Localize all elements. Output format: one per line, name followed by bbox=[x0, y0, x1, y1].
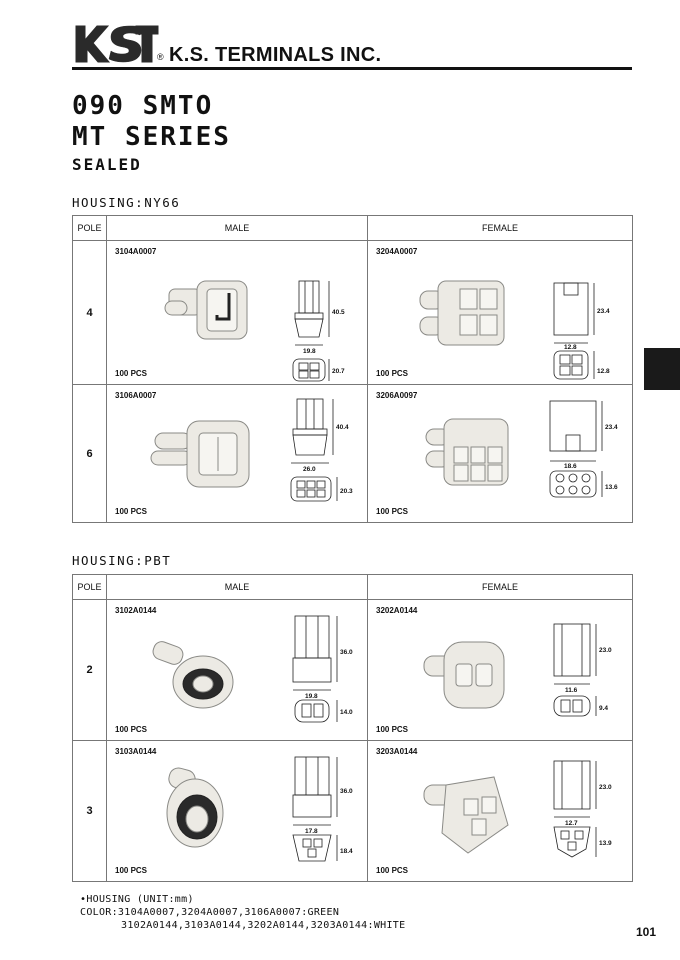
kst-logo bbox=[72, 22, 160, 66]
connector-drawing bbox=[368, 741, 633, 882]
package-qty: 100 PCS bbox=[115, 369, 148, 378]
connector-drawing bbox=[368, 600, 633, 741]
part-code: 3103A0144 bbox=[115, 747, 157, 756]
registered-mark: ® bbox=[157, 52, 164, 62]
page-title-line2: MT SERIES bbox=[72, 122, 231, 152]
svg-text:19.8: 19.8 bbox=[303, 348, 316, 355]
table-row bbox=[73, 241, 633, 385]
package-qty: 100 PCS bbox=[376, 725, 409, 734]
connector-photo bbox=[167, 766, 223, 847]
page-subtitle: SEALED bbox=[72, 155, 142, 174]
header-male: MALE bbox=[107, 216, 368, 241]
table-row bbox=[73, 741, 633, 882]
connector-drawing bbox=[107, 600, 368, 741]
part-code: 3104A0007 bbox=[115, 247, 157, 256]
package-qty: 100 PCS bbox=[115, 507, 148, 516]
svg-text:12.7: 12.7 bbox=[565, 820, 578, 827]
svg-text:23.4: 23.4 bbox=[597, 308, 610, 315]
svg-text:40.5: 40.5 bbox=[332, 309, 345, 316]
package-qty: 100 PCS bbox=[115, 866, 148, 875]
section-tab-marker bbox=[644, 348, 680, 390]
svg-text:9.4: 9.4 bbox=[599, 705, 609, 712]
table-header-row bbox=[73, 216, 633, 241]
part-code: 3106A0007 bbox=[115, 391, 157, 400]
connector-drawing bbox=[107, 741, 368, 882]
part-code: 3204A0007 bbox=[376, 247, 418, 256]
housing-table-pbt bbox=[72, 574, 633, 882]
page-title-line1: 090 SMTO bbox=[72, 91, 214, 121]
svg-text:23.0: 23.0 bbox=[599, 647, 612, 654]
table-header-row bbox=[73, 575, 633, 600]
header-pole: POLE bbox=[73, 575, 107, 600]
svg-text:19.8: 19.8 bbox=[305, 693, 318, 700]
svg-text:36.0: 36.0 bbox=[340, 788, 353, 795]
male-cell bbox=[107, 741, 368, 882]
connector-drawing bbox=[368, 385, 633, 523]
package-qty: 100 PCS bbox=[376, 369, 409, 378]
male-cell bbox=[107, 385, 368, 523]
header-female: FEMALE bbox=[368, 575, 633, 600]
header-male: MALE bbox=[107, 575, 368, 600]
male-cell bbox=[107, 241, 368, 385]
note-color: COLOR:3104A0007,3204A0007,3106A0007:GREEN bbox=[80, 907, 340, 918]
female-cell bbox=[368, 741, 633, 882]
connector-drawing bbox=[368, 241, 633, 385]
svg-text:23.4: 23.4 bbox=[605, 424, 618, 431]
connector-photo bbox=[165, 281, 247, 339]
part-code: 3206A0097 bbox=[376, 391, 418, 400]
section-label-ny66: HOUSING:NY66 bbox=[72, 195, 181, 210]
svg-text:13.6: 13.6 bbox=[605, 484, 618, 491]
svg-text:40.4: 40.4 bbox=[336, 424, 349, 431]
table-row bbox=[73, 600, 633, 741]
footnotes bbox=[80, 893, 405, 932]
svg-text:13.9: 13.9 bbox=[599, 840, 612, 847]
female-cell bbox=[368, 600, 633, 741]
note-unit: •HOUSING (UNIT:mm) bbox=[80, 894, 194, 905]
package-qty: 100 PCS bbox=[115, 725, 148, 734]
svg-text:17.8: 17.8 bbox=[305, 828, 318, 835]
connector-photo bbox=[151, 421, 249, 487]
pole-value: 2 bbox=[73, 600, 107, 741]
connector-drawing bbox=[107, 241, 368, 385]
svg-text:11.6: 11.6 bbox=[565, 687, 578, 694]
pole-value: 3 bbox=[73, 741, 107, 882]
svg-text:12.8: 12.8 bbox=[564, 344, 577, 351]
connector-photo bbox=[424, 777, 508, 853]
pole-value: 6 bbox=[73, 385, 107, 523]
svg-text:18.6: 18.6 bbox=[564, 463, 577, 470]
connector-drawing bbox=[107, 385, 368, 523]
header-rule bbox=[72, 67, 632, 70]
svg-text:14.0: 14.0 bbox=[340, 709, 353, 716]
connector-photo bbox=[424, 642, 504, 708]
section-label-pbt: HOUSING:PBT bbox=[72, 553, 172, 568]
header-pole: POLE bbox=[73, 216, 107, 241]
table-row bbox=[73, 385, 633, 523]
female-cell bbox=[368, 385, 633, 523]
svg-text:26.0: 26.0 bbox=[303, 466, 316, 473]
svg-text:36.0: 36.0 bbox=[340, 649, 353, 656]
svg-text:20.7: 20.7 bbox=[332, 368, 345, 375]
female-cell bbox=[368, 241, 633, 385]
svg-text:23.0: 23.0 bbox=[599, 784, 612, 791]
part-code: 3203A0144 bbox=[376, 747, 418, 756]
pole-value: 4 bbox=[73, 241, 107, 385]
housing-table-ny66 bbox=[72, 215, 633, 523]
note-color-white: 3102A0144,3103A0144,3202A0144,3203A0144:WHITE bbox=[121, 920, 406, 931]
connector-photo bbox=[426, 419, 508, 485]
connector-photo bbox=[151, 639, 233, 708]
header-female: FEMALE bbox=[368, 216, 633, 241]
part-code: 3202A0144 bbox=[376, 606, 418, 615]
company-name: K.S. TERMINALS INC. bbox=[169, 44, 382, 66]
svg-text:18.4: 18.4 bbox=[340, 848, 353, 855]
package-qty: 100 PCS bbox=[376, 507, 409, 516]
svg-text:20.3: 20.3 bbox=[340, 488, 353, 495]
page-number: 101 bbox=[636, 925, 657, 939]
svg-text:12.8: 12.8 bbox=[597, 368, 610, 375]
part-code: 3102A0144 bbox=[115, 606, 157, 615]
male-cell bbox=[107, 600, 368, 741]
package-qty: 100 PCS bbox=[376, 866, 409, 875]
connector-photo bbox=[420, 281, 504, 345]
